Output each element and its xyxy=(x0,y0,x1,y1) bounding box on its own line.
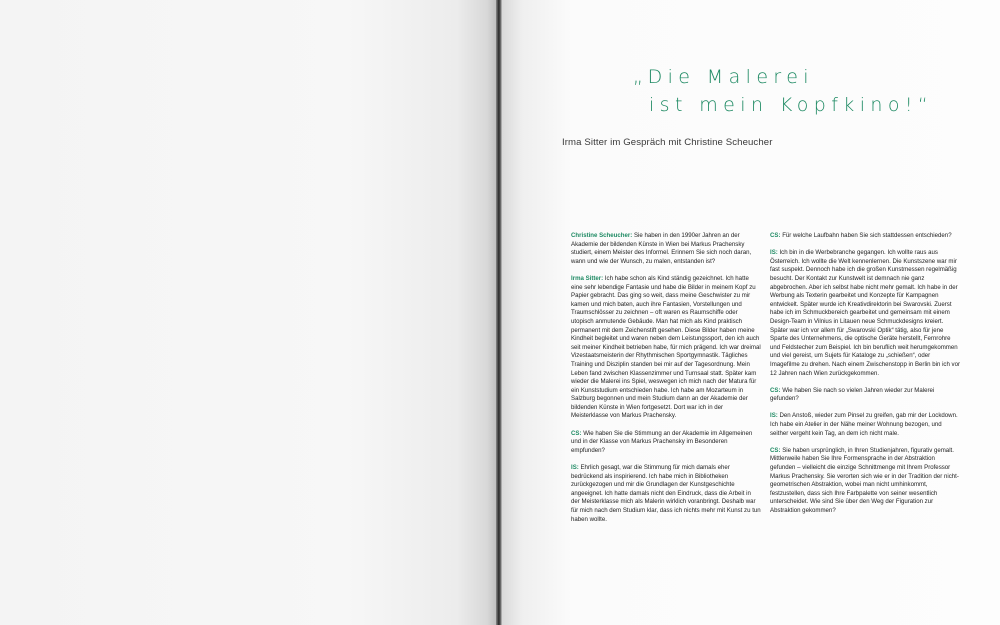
interview-paragraph xyxy=(770,412,960,438)
paragraph-text: Ich bin in die Werbebranche gegangen. Ich wollte raus aus Österreich. Ich wollte die Welt kennenlernen. Die Kunstszene war mir fast suspekt. Dennoch habe ich die großen Kunstmessen regelmäßig besucht. Der Kontakt zur Kunstwelt ist demnach nie ganz abgebrochen. Aber ich selbst habe nicht mehr gemalt. Ich habe in der Werbung als Texterin gearbeitet und Konzepte für Kampagnen entwickelt. Später wurde ich Kreativdirektorin bei Swarovski. Zuerst habe ich im Schmuckbereich gearbeitet und gemeinsam mit einem Design-Team in Vilnius in Litauen neue Schmuckdesigns kreiert. Später war ich vor allem für „Swarovski Optik“ tätig, also für jene Sparte des Unternehmens, die optische Geräte herstellt, Fernrohre und Feldstecher zum Beispiel. Ich bin beruflich weit herumgekommen und viel gereist, um Sujets für Kataloge zu „schießen“, oder Imagefilme zu drehen. Nach einem Zwischenstopp in Berlin bin ich vor 12 Jahren nach Wien zurückgekommen. xyxy=(770,249,961,377)
paragraph-text: Sie haben in den 1990er Jahren an der Akademie der bildenden Künste in Wien bei Markus Prachensky studiert, einem Meister des Informel. Erinnern Sie sich noch daran, wann und wie der Wunsch, zu malen, entstanden ist? xyxy=(571,232,752,265)
paragraph-text: Ehrlich gesagt, war die Stimmung für mich damals eher bedrückend als inspirierend. Ich habe mich in Bibliotheken zurückgezogen und mir die Grundlagen der Kunstgeschichte angeeignet. Ich hatte damals nicht den Eindruck, dass die Arbeit in der Meisterklasse mich als Malerin wirklich voranbringt. Deshalb war für mich nach dem Studium klar, dass ich nichts mehr mit Kunst zu tun haben wollte. xyxy=(571,464,761,523)
interview-paragraph xyxy=(770,447,960,516)
left-page xyxy=(0,0,497,625)
paragraph-text: Wie haben Sie die Stimmung an der Akademie im Allgemeinen und in der Klasse von Markus Prachensky im Besonderen empfunden? xyxy=(571,429,753,454)
title-line-2: ist mein Kopfkino!“ xyxy=(649,94,934,116)
speaker-label: CS: xyxy=(770,232,781,239)
interview-paragraph xyxy=(770,232,960,241)
speaker-label: IS: xyxy=(770,249,778,257)
interview-paragraph xyxy=(571,232,761,266)
speaker-label: Christine Scheucher: xyxy=(571,232,633,239)
interview-column-right xyxy=(770,232,960,524)
speaker-label: CS: xyxy=(770,386,781,394)
interview-paragraph xyxy=(770,387,960,404)
interview-paragraph xyxy=(770,249,960,378)
paragraph-text: Wie haben Sie nach so vielen Jahren wieder zur Malerei gefunden? xyxy=(770,386,935,403)
paragraph-text: Für welche Laufbahn haben Sie sich stattdessen entschieden? xyxy=(780,232,952,239)
interview-column-left xyxy=(571,232,761,533)
page-subtitle: Irma Sitter im Gespräch mit Christine Scheucher xyxy=(562,137,773,148)
interview-paragraph xyxy=(571,464,761,524)
speaker-label: CS: xyxy=(571,429,582,437)
speaker-label: IS: xyxy=(571,464,579,472)
interview-paragraph xyxy=(571,275,761,421)
title-line-1: „Die Malerei xyxy=(633,66,814,88)
speaker-label: CS: xyxy=(770,446,781,454)
speaker-label: Irma Sitter: xyxy=(571,274,604,282)
interview-paragraph xyxy=(571,430,761,456)
speaker-label: IS: xyxy=(770,412,778,420)
paragraph-text: Den Anstoß, wieder zum Pinsel zu greifen, gab mir der Lockdown. Ich habe ein Atelier in der Nähe meiner Wohnung bezogen, und seither vergeht kein Tag, an dem ich nicht male. xyxy=(770,412,958,437)
page-title xyxy=(633,63,933,119)
paragraph-text: Ich habe schon als Kind ständig gezeichnet. Ich hatte eine sehr lebendige Fantasie und habe die Bilder in meinem Kopf zu Papier gebracht. Das ging so weit, dass meine Geschwister zu mir kamen und mich baten, auch ihre Fantasien, Vorstellungen und Traumschlösser zu zeichnen – oft waren es Raumschiffe oder utopisch anmutende Gebäude. Man hat mich als Kind praktisch permanent mit dem Zeichenstift gesehen. Diese Bilder haben meine Kindheit begleitet und waren neben dem Leistungssport, den ich auch seit meiner Kindheit betrieben habe, für mich prägend. Ich war dreimal Vizestaatsmeisterin der Rhythmischen Sportgymnastik. Tägliches Training und Disziplin standen bei mir auf der Tagesordnung. Mein Leben fand zwischen Klassenzimmer und Turnsaal statt. Später kam wieder die Malerei ins Spiel, weswegen ich mich nach der Matura für ein Kunststudium entschieden habe. Ich habe am Mozarteum in Salzburg begonnen und mein Studium dann an der Akademie der bildenden Künste in Wien fortgesetzt. Dort war ich in der Meisterklasse von Markus Prachensky. xyxy=(571,274,761,420)
paragraph-text: Sie haben ursprünglich, in Ihren Studienjahren, figurativ gemalt. Mittlerweile haben Sie Ihre Formensprache in der Abstraktion gefunden – vielleicht die einzige Schnittmenge mit Ihrem Professor Markus Prachensky. Sie verorten sich wie er in der Tradition der nicht-geometrischen Abstraktion, wobei man nicht umhinkommt, festzustellen, dass sich Ihre Farbpalette von seiner wesentlich unterscheidet. Wie sind Sie über den Weg der Figuration zur Abstraktion gekommen? xyxy=(770,446,959,514)
